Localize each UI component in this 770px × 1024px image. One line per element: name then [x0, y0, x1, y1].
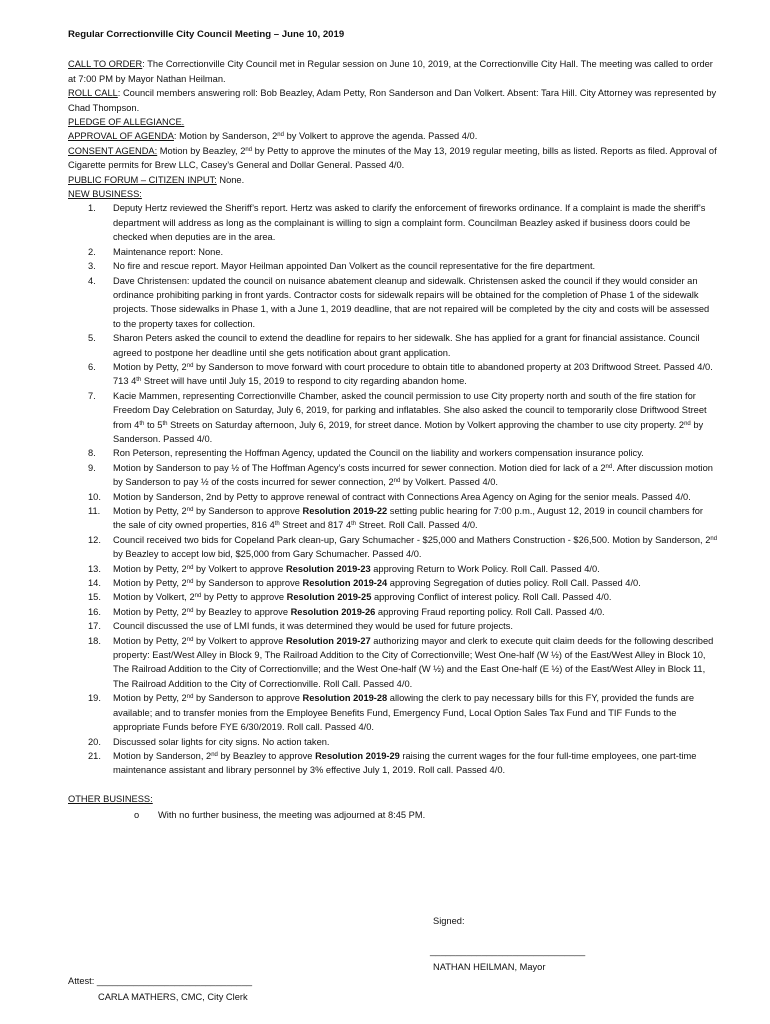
list-item	[68, 562, 718, 576]
bullet-icon: o	[134, 810, 140, 821]
item-text: by Sanderson to move forward with court procedure to obtain title to abandoned property at 203 Driftwood Street. Passed 4/0. 713 4	[113, 361, 713, 387]
item-text: allowing the clerk to pay necessary bills for this FY, provided the funds are available; and to transfer monies from the Employee Benefits Fund, Emergency Fund, Local Option Sales Tax Fund and TIF Funds to the appropriate Funds before FYE 6/30/2019. Roll call. Passed 4/0.	[113, 693, 695, 733]
approval-text-b: by Volkert to approve the agenda. Passed 4/0.	[283, 131, 478, 142]
item-number: 14.	[88, 578, 101, 589]
list-item	[68, 576, 718, 590]
item-text: Ron Peterson, representing the Hoffman Agency, updated the Council on the liability and workers compensation insurance policy.	[113, 448, 644, 459]
consent-text-b: by Petty to approve the minutes of the May 13, 2019 regular meeting, bills as listed. Reports as filed. Approval of Cigarette permits for Brew LLC, Casey’s General and Dollar General. Passed 4/0.	[68, 145, 717, 171]
resolution-number: Resolution 2019-28	[302, 693, 388, 704]
superscript: th	[162, 420, 168, 427]
superscript: nd	[277, 132, 284, 139]
superscript: nd	[194, 593, 202, 600]
item-text: by Sanderson to approve	[193, 693, 303, 704]
superscript: nd	[186, 636, 194, 643]
list-item	[68, 749, 718, 778]
item-text: Motion by Petty, 2	[113, 361, 187, 372]
list-item	[68, 634, 718, 692]
item-number: 5.	[88, 333, 96, 344]
item-text: Motion by Petty, 2	[113, 563, 187, 574]
consent-label: CONSENT AGENDA:	[68, 145, 158, 156]
new-business-list	[68, 201, 718, 777]
superscript: th	[351, 521, 357, 528]
superscript: th	[136, 377, 142, 384]
item-number: 3.	[88, 261, 96, 272]
list-item	[68, 446, 718, 460]
item-text: Street. Roll Call. Passed 4/0.	[356, 520, 478, 531]
list-item	[68, 735, 718, 749]
roll-call-label: ROLL CALL	[68, 88, 118, 99]
item-number: 2.	[88, 246, 96, 257]
item-text: Motion by Petty, 2	[113, 506, 187, 516]
document-title: Regular Correctionville City Council Meeting – June 10, 2019	[68, 29, 345, 40]
list-item	[68, 461, 718, 490]
item-text: by Beazley to accept low bid, $25,000 from Gary Schumacher. Passed 4/0.	[113, 549, 422, 560]
item-number: 4.	[88, 275, 96, 286]
minutes-document	[68, 28, 718, 823]
attest-line: Attest: ______________________________	[68, 976, 253, 986]
item-number: 6.	[88, 361, 96, 372]
public-forum-label: PUBLIC FORUM – CITIZEN INPUT:	[68, 174, 217, 185]
mayor-signature-line: ______________________________	[430, 946, 586, 956]
item-text: Street will have until July 15, 2019 to respond to city regarding abandon home.	[141, 376, 467, 387]
superscript: nd	[186, 607, 194, 614]
roll-call-text: : Council members answering roll: Bob Beazley, Adam Petty, Ron Sanderson and Dan Volkert. Absent: Tara Hill. City Attorney was represented by Chad Thompson.	[68, 88, 717, 113]
item-text: approving Return to Work Policy. Roll Call. Passed 4/0.	[370, 563, 600, 574]
item-text: by Sanderson to approve	[193, 506, 303, 516]
item-text: by Volkert. Passed 4/0.	[400, 477, 498, 488]
superscript: nd	[710, 535, 718, 542]
adjournment-item	[68, 808, 718, 822]
item-text: raising the current wages for the four full-time employees, one part-time maintenance assistant and library personnel by 3% effective July 1, 2019. Roll call. Passed 4/0.	[113, 750, 697, 776]
new-business-heading: NEW BUSINESS:	[68, 189, 142, 200]
item-text: by Petty to approve	[201, 592, 287, 603]
approval-label: APPROVAL OF AGENDA	[68, 131, 174, 142]
list-item	[68, 389, 718, 447]
resolution-number: Resolution 2019-22	[302, 506, 388, 516]
item-text: Motion by Sanderson to pay ½ of The Hoffman Agency’s costs incurred for sewer connection. Motion died for lack of a 2	[113, 462, 606, 473]
item-text: by Beazley to approve	[217, 750, 316, 761]
consent-text-a: Motion by Beazley, 2	[157, 145, 246, 156]
list-item	[68, 360, 718, 389]
item-text: . After discussion motion by Sanderson to pay ½ of the costs incurred for sewer connection, 2	[113, 462, 713, 488]
resolution-number: Resolution 2019-23	[285, 563, 371, 574]
public-forum-paragraph	[68, 173, 718, 187]
superscript: nd	[186, 694, 194, 701]
item-number: 16.	[88, 606, 101, 617]
item-text: Motion by Petty, 2	[113, 693, 187, 704]
resolution-number: Resolution 2019-24	[302, 578, 388, 589]
item-text: authorizing mayor and clerk to execute quit claim deeds for the following described property: East/West Alley in Block 9, The Railroad Addition to the City of Correctionville; West One-half (W ½) of the East/West Alley in Block 10, The Railroad Addition to the City of Correctionville; and the West One-half (W ½) and the East One-half (E ½) of the East/West Alley in Block 11, The Railroad Addition to the City of Correctionville. Roll Call. Passed 4/0.	[113, 635, 714, 689]
list-item	[68, 691, 718, 734]
other-business-heading: OTHER BUSINESS:	[68, 793, 153, 804]
item-text: approving Conflict of interest policy. Roll Call. Passed 4/0.	[371, 592, 612, 603]
superscript: nd	[245, 146, 253, 153]
item-number: 1.	[88, 203, 96, 214]
item-text: Council received two bids for Copeland Park clean-up, Gary Schumacher - $25,000 and Mathers Construction - $26,500. Motion by Sanderson, 2	[113, 534, 711, 545]
item-text: Deputy Hertz reviewed the Sheriff’s report. Hertz was asked to clarify the enforcement of fireworks ordinance. If a complaint is made the sheriff’s department will address as long as the complainant is willing to sign a complaint form. Councilman Beazley asked if business doors could be checked when deputies are in the area.	[113, 203, 706, 243]
item-text: Maintenance report: None.	[113, 246, 224, 257]
item-text: Motion by Volkert, 2	[113, 592, 195, 603]
item-text: approving Fraud reporting policy. Roll Call. Passed 4/0.	[375, 606, 605, 617]
list-item	[68, 619, 718, 633]
pledge-heading: PLEDGE OF ALLEGIANCE.	[68, 117, 185, 128]
item-number: 11.	[88, 506, 101, 516]
public-forum-text: None.	[216, 174, 245, 185]
item-text: Kacie Mammen, representing Correctionville Chamber, asked the council permission to use City property north and south of the fire station for Freedom Day Celebration on Saturday, July 6, 2019, for parking and inflatables. She also asked the council to temporarily close Driftwood Street from 4	[113, 390, 707, 430]
list-item	[68, 331, 718, 360]
item-number: 13.	[88, 563, 101, 574]
superscript: nd	[186, 507, 194, 513]
resolution-number: Resolution 2019-27	[285, 635, 371, 646]
list-item	[68, 504, 718, 533]
superscript: nd	[186, 579, 194, 586]
superscript: th	[274, 521, 280, 528]
item-text: Council discussed the use of LMI funds, it was determined they would be used for future projects.	[113, 621, 513, 632]
list-item	[68, 245, 718, 259]
item-number: 9.	[88, 462, 96, 473]
item-text: Sharon Peters asked the council to extend the deadline for repairs to her sidewalk. She has applied for a grant for financial assistance. Council agreed to postpone her deadline until she gets notification about grant application.	[113, 333, 700, 358]
item-text: Street and 817 4	[279, 520, 352, 531]
item-number: 20.	[88, 736, 101, 747]
item-number: 12.	[88, 534, 101, 545]
list-item	[68, 605, 718, 619]
item-text: by Volkert to approve	[193, 563, 286, 574]
resolution-number: Resolution 2019-29	[315, 750, 400, 761]
item-text: approving Segregation of duties policy. Roll Call. Passed 4/0.	[387, 578, 641, 589]
item-text: Dave Christensen: updated the council on nuisance abatement cleanup and sidewalk. Christensen asked the council if they would consider an ordinance prohibiting parking in front yards. Contractor costs for sidewalk repairs will be obtained for the completion of Phase 1 of the sidewalk projects. Those sidewalks in Phase 1, with a June 1, 2019 deadline, that are not repaired will be completed by the city and costs will be assessed to the property taxes for collection.	[113, 275, 710, 329]
item-text: setting public hearing for 7:00 p.m., August 12, 2019 in council chambers for the sale of city owned properties, 816 4	[113, 506, 703, 531]
superscript: nd	[393, 478, 401, 485]
call-to-order-paragraph	[68, 57, 718, 86]
list-item	[68, 533, 718, 562]
item-text: by Volkert to approve	[193, 635, 286, 646]
item-text: to 5	[144, 419, 163, 430]
item-text: Motion by Petty, 2	[113, 578, 187, 589]
call-to-order-label: CALL TO ORDER	[68, 59, 143, 70]
adjournment-text: With no further business, the meeting was adjourned at 8:45 PM.	[158, 810, 426, 821]
item-number: 8.	[88, 448, 96, 459]
list-item	[68, 201, 718, 244]
approval-of-agenda-paragraph	[68, 129, 718, 143]
item-number: 21.	[88, 750, 101, 761]
item-number: 19.	[88, 693, 101, 704]
signed-label: Signed:	[433, 916, 465, 926]
item-text: Motion by Sanderson, 2nd by Petty to approve renewal of contract with Connections Area Agency on Aging for the senior meals. Passed 4/0.	[113, 491, 691, 502]
consent-agenda-paragraph	[68, 144, 718, 173]
approval-text-a: : Motion by Sanderson, 2	[173, 131, 278, 142]
item-text: Streets on Saturday afternoon, July 6, 2019, for street dance. Motion by Volkert approving the chamber to use city property. 2	[167, 419, 685, 430]
list-item	[68, 590, 718, 604]
item-text: Motion by Petty, 2	[113, 606, 187, 617]
superscript: nd	[211, 751, 218, 758]
roll-call-paragraph	[68, 86, 718, 115]
list-item	[68, 274, 718, 332]
item-text: by Sanderson to approve	[193, 578, 303, 589]
list-item	[68, 490, 718, 504]
superscript: nd	[605, 463, 613, 470]
superscript: nd	[684, 420, 691, 427]
resolution-number: Resolution 2019-25	[286, 592, 372, 603]
item-text: by Beazley to approve	[193, 606, 291, 617]
superscript: nd	[186, 362, 194, 369]
list-item	[68, 259, 718, 273]
item-number: 18.	[88, 635, 101, 646]
superscript: th	[139, 420, 145, 427]
item-text: by Sanderson. Passed 4/0.	[113, 419, 704, 444]
item-text: Discussed solar lights for city signs. No action taken.	[113, 736, 330, 747]
clerk-name: CARLA MATHERS, CMC, City Clerk	[98, 992, 248, 1002]
resolution-number: Resolution 2019-26	[290, 606, 376, 617]
mayor-name: NATHAN HEILMAN, Mayor	[433, 962, 546, 972]
item-number: 7.	[88, 390, 96, 401]
item-number: 15.	[88, 592, 101, 603]
call-to-order-text: : The Correctionville City Council met in Regular session on June 10, 2019, at the Correctionville City Hall. The meeting was called to order at 7:00 PM by Mayor Nathan Heilman.	[68, 59, 713, 84]
superscript: nd	[186, 564, 194, 571]
item-text: Motion by Sanderson, 2	[113, 750, 212, 761]
item-text: No fire and rescue report. Mayor Heilman appointed Dan Volkert as the council representative for the fire department.	[113, 261, 596, 272]
item-number: 17.	[88, 621, 101, 632]
item-number: 10.	[88, 491, 101, 502]
item-text: Motion by Petty, 2	[113, 635, 187, 646]
